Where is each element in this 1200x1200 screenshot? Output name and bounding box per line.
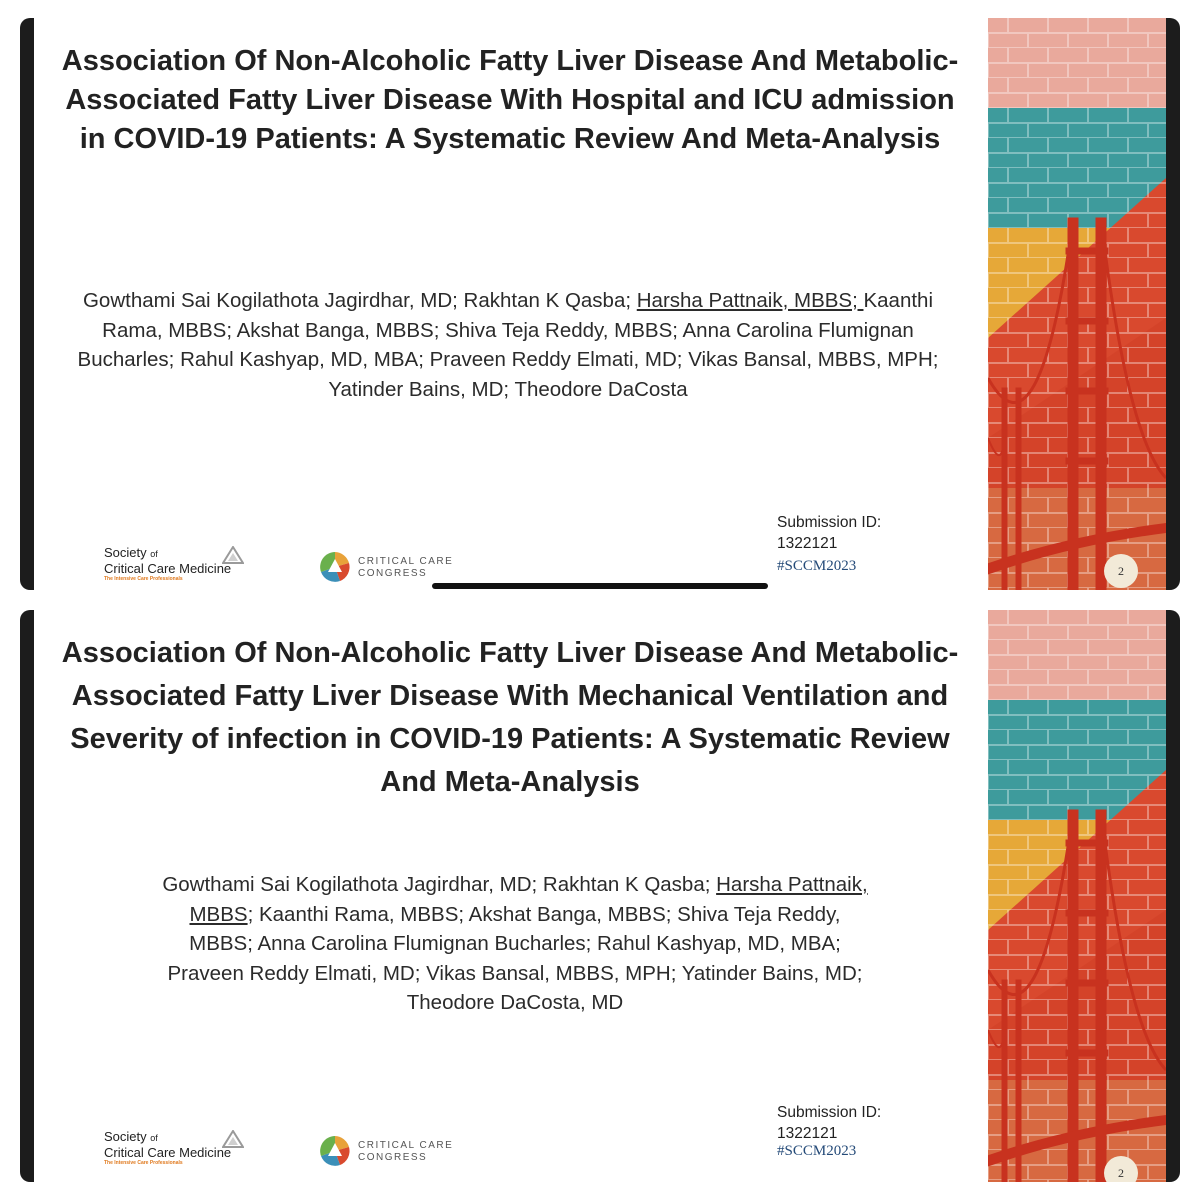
hashtag: #SCCM2023 <box>777 558 857 574</box>
submission-label: Submission ID: <box>777 514 882 531</box>
sccm-triangle-icon <box>222 1130 244 1148</box>
hashtag: #SCCM2023 <box>777 1143 857 1159</box>
sccm-name: Critical Care Medicine <box>104 561 232 576</box>
bridge-artwork <box>988 610 1166 1182</box>
authors-after: ; Kaanthi Rama, MBBS; Akshat Banga, MBBS; Shiva Teja Reddy, MBBS; Anna Carolina Flumignan Bucharles; Rahul Kashyap, MD, MBA; Praveen Reddy Elmati, MD; Vikas Bansal, MBBS, MPH; Yatinder Bains, MD; Theodore DaCosta, MD <box>167 902 863 1014</box>
congress-logo <box>318 1134 468 1174</box>
slide-left-edge <box>20 610 34 1182</box>
submission-id: 1322121 <box>777 1125 838 1142</box>
scrubber-bar[interactable] <box>432 583 768 589</box>
author-list <box>155 870 875 1018</box>
submission-id: 1322121 <box>777 535 838 552</box>
authors-before: Gowthami Sai Kogilathota Jagirdhar, MD; Rakhtan K Qasba; <box>162 873 717 896</box>
congress-line-2: CONGRESS <box>358 1152 428 1163</box>
congress-line-1: CRITICAL CARE <box>358 1140 454 1151</box>
sccm-tagline: The Intensive Care Professionals <box>104 576 183 582</box>
slide-right-edge <box>1166 18 1180 590</box>
authors-highlight: Harsha Pattnaik, MBBS; <box>636 289 864 312</box>
sccm-of: of <box>150 1133 158 1143</box>
page-number-badge: 2 <box>1104 1156 1138 1182</box>
slide-title: Association Of Non-Alcoholic Fatty Liver Disease And Metabolic-Associated Fatty Liver Disease With Mechanical Ventilation and Severity of infection in COVID-19 Patients: A Systematic Review And Meta-Analysis <box>61 637 959 798</box>
slide-left-edge <box>20 18 34 590</box>
slide-2 <box>20 610 1180 1182</box>
submission-id-block <box>777 1102 881 1144</box>
sccm-of: of <box>150 549 158 559</box>
submission-id-block <box>777 512 881 554</box>
authors-highlight: Harsha Pattnaik, MBBS <box>189 873 868 926</box>
submission-label: Submission ID: <box>777 1104 882 1121</box>
congress-line-1: CRITICAL CARE <box>358 556 454 567</box>
sccm-name: Critical Care Medicine <box>104 1145 232 1160</box>
author-list <box>68 286 948 404</box>
golden-gate-bridge-image <box>988 18 1166 590</box>
sccm-logo <box>104 546 274 586</box>
sccm-society: Society <box>104 1129 147 1144</box>
slide-1 <box>20 18 1180 590</box>
sccm-triangle-icon <box>222 546 244 564</box>
authors-before: Gowthami Sai Kogilathota Jagirdhar, MD; Rakhtan K Qasba; <box>82 289 637 312</box>
bridge-artwork <box>988 18 1166 590</box>
sccm-logo <box>104 1130 274 1170</box>
congress-circle-icon <box>318 1134 352 1168</box>
slide-title: Association Of Non-Alcoholic Fatty Liver Disease And Metabolic-Associated Fatty Liver Disease With Hospital and ICU admission in COVID-19 Patients: A Systematic Review And Meta-Analysis <box>61 45 959 155</box>
congress-line-2: CONGRESS <box>358 568 428 579</box>
sccm-tagline: The Intensive Care Professionals <box>104 1160 183 1166</box>
sccm-society: Society <box>104 545 147 560</box>
page-number-badge: 2 <box>1104 554 1138 588</box>
slide-right-edge <box>1166 610 1180 1182</box>
golden-gate-bridge-image <box>988 610 1166 1182</box>
congress-circle-icon <box>318 550 352 584</box>
authors-after: Kaanthi Rama, MBBS; Akshat Banga, MBBS; Shiva Teja Reddy, MBBS; Anna Carolina Flumignan Bucharles; Rahul Kashyap, MD, MBA; Praveen Reddy Elmati, MD; Vikas Bansal, MBBS, MPH; Yatinder Bains, MD; Theodore DaCosta <box>77 289 939 401</box>
